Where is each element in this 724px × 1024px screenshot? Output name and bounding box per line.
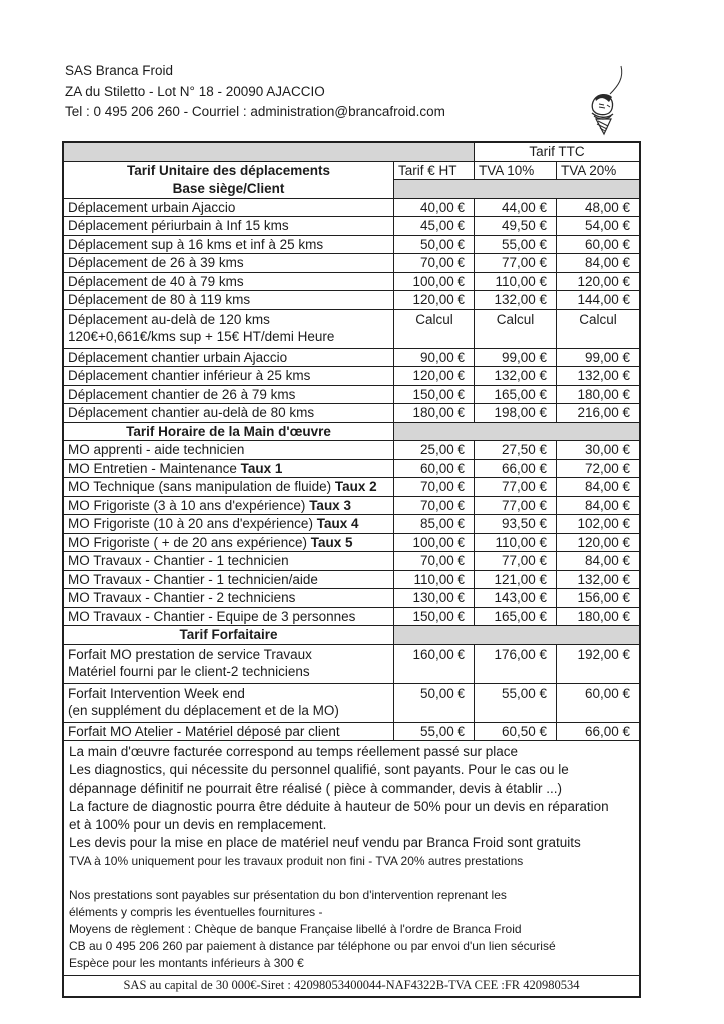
price-ht: 25,00 € <box>394 441 475 460</box>
price-tva10: 198,00 € <box>475 404 557 423</box>
price-ht: 60,00 € <box>394 460 475 479</box>
row-label-text: Déplacement chantier urbain Ajaccio <box>68 349 288 365</box>
row-label <box>64 515 394 534</box>
price-tva20: 99,00 € <box>557 349 639 368</box>
price-tva10: 165,00 € <box>475 386 557 405</box>
notes-block <box>64 741 639 976</box>
price-ht: 110,00 € <box>394 571 475 590</box>
header-ttc: Tarif TTC <box>475 143 639 162</box>
price-tva20: 180,00 € <box>557 608 639 627</box>
row-label-text: MO Technique (sans manipulation de fluide) <box>68 479 335 494</box>
row-label <box>64 478 394 497</box>
price-tva10: 44,00 € <box>475 199 557 218</box>
row-label-text: MO Frigoriste (3 à 10 ans d'expérience) <box>68 497 310 513</box>
price-ht: 180,00 € <box>394 404 475 423</box>
price-tva20: 60,00 € <box>557 684 639 723</box>
table-title <box>64 162 394 199</box>
row-label-text: MO Travaux - Chantier - 2 techniciens <box>68 590 296 605</box>
column-header-ht: Tarif € HT <box>394 162 475 181</box>
row-label-text: Déplacement de 80 à 119 kms <box>68 292 251 307</box>
row-label <box>64 645 394 684</box>
column-header-tva20: TVA 20% <box>557 162 639 181</box>
price-ht: 85,00 € <box>394 515 475 534</box>
table-title-line2: Base siège/Client <box>172 180 285 196</box>
row-label-text: Forfait MO Atelier - Matériel déposé par client <box>68 723 340 739</box>
price-tva20: 180,00 € <box>557 386 639 405</box>
price-ht: 150,00 € <box>394 608 475 627</box>
price-tva20: 102,00 € <box>557 515 639 534</box>
note-line: Nos prestations sont payables sur présentation du bon d'intervention reprenant les <box>69 887 507 902</box>
price-ht: 70,00 € <box>394 497 475 516</box>
row-label-text: Déplacement sup à 16 kms et inf à 25 kms <box>68 236 324 252</box>
price-ht: 70,00 € <box>394 552 475 571</box>
company-block <box>65 61 445 123</box>
note-line: CB au 0 495 206 260 par paiement à distance par téléphone ou par envoi d'un lien sécurisé <box>69 938 556 953</box>
row-label-bold: Taux 2 <box>334 479 377 494</box>
price-tva20: 60,00 € <box>557 236 639 255</box>
price-tva10: 165,00 € <box>475 608 557 627</box>
legal-footer: SAS au capital de 30 000€-Siret : 42098053400044-NAF4322B-TVA CEE :FR 420980534 <box>123 977 580 992</box>
note-line: et à 100% pour un devis en remplacement. <box>69 817 327 833</box>
note-line: Moyens de règlement : Chèque de banque Française libellé à l'ordre de Branca Froid <box>69 921 522 936</box>
company-name: SAS Branca Froid <box>65 63 174 78</box>
note-line: éléments y compris les éventuelles fournitures - <box>69 904 323 919</box>
row-label <box>64 684 394 723</box>
row-label-bold: Taux 4 <box>316 516 359 531</box>
price-ht: 90,00 € <box>394 349 475 368</box>
price-ht: 100,00 € <box>394 273 475 292</box>
price-ht: 70,00 € <box>394 254 475 273</box>
row-label-text: Forfait Intervention Week end <box>68 685 245 701</box>
price-table <box>62 141 641 998</box>
header-blank-cell <box>64 143 475 162</box>
price-tva10: 121,00 € <box>475 571 557 590</box>
price-tva20: 156,00 € <box>557 589 639 608</box>
note-line: Les diagnostics, qui nécessite du personnel qualifié, sont payants. Pour le cas ou le <box>69 762 569 778</box>
row-label-text: Déplacement au-delà de 120 kms <box>68 311 270 327</box>
price-tva20: 84,00 € <box>557 552 639 571</box>
note-line: La main d'œuvre facturée correspond au temps réellement passé sur place <box>69 744 519 759</box>
header-gray-strip <box>394 180 639 198</box>
note-line: Espèce pour les montants inférieurs à 300 € <box>69 955 304 970</box>
row-label-text: Forfait MO prestation de service Travaux <box>68 646 312 662</box>
row-label <box>64 589 394 608</box>
row-label <box>64 552 394 571</box>
row-label-text: Déplacement urbain Ajaccio <box>68 199 236 215</box>
row-label <box>64 367 394 386</box>
price-tva10: 143,00 € <box>475 589 557 608</box>
row-label-text: MO Frigoriste (10 à 20 ans d'expérience) <box>68 516 317 531</box>
price-tva20: 54,00 € <box>557 217 639 236</box>
price-tva10: 66,00 € <box>475 460 557 479</box>
row-label-line2: 120€+0,661€/kms sup + 15€ HT/demi Heure <box>68 329 335 344</box>
note-line <box>69 870 633 887</box>
row-label <box>64 497 394 516</box>
price-tva20: 132,00 € <box>557 367 639 386</box>
price-tva20: 216,00 € <box>557 404 639 423</box>
company-contact: Tel : 0 495 206 260 - Courriel : administration@brancafroid.com <box>65 104 445 119</box>
price-ht: 100,00 € <box>394 534 475 553</box>
price-tva10: 77,00 € <box>475 497 557 516</box>
price-tva10: 60,50 € <box>475 723 557 742</box>
price-tva20: 84,00 € <box>557 478 639 497</box>
price-ht: 45,00 € <box>394 217 475 236</box>
price-tva10: 132,00 € <box>475 367 557 386</box>
price-tva10: 27,50 € <box>475 441 557 460</box>
price-tva10: 110,00 € <box>475 273 557 292</box>
row-label <box>64 386 394 405</box>
price-tva20: 72,00 € <box>557 460 639 479</box>
price-ht: 55,00 € <box>394 723 475 742</box>
price-tva10: 99,00 € <box>475 349 557 368</box>
row-label <box>64 723 394 742</box>
price-ht: 160,00 € <box>394 645 475 684</box>
price-tva20: 120,00 € <box>557 273 639 292</box>
section-header: Tarif Forfaitaire <box>64 626 394 645</box>
row-label <box>64 460 394 479</box>
row-label <box>64 571 394 590</box>
row-label <box>64 534 394 553</box>
row-label <box>64 199 394 218</box>
row-label <box>64 349 394 368</box>
section-gray-strip <box>394 423 639 442</box>
row-label <box>64 441 394 460</box>
row-label-line2: (en supplément du déplacement et de la MO) <box>68 703 339 718</box>
price-tva10: 55,00 € <box>475 684 557 723</box>
row-label <box>64 608 394 627</box>
row-label-text: Déplacement chantier au-delà de 80 kms <box>68 405 315 420</box>
price-ht: 130,00 € <box>394 589 475 608</box>
price-tva20: 84,00 € <box>557 254 639 273</box>
price-tva10: 132,00 € <box>475 291 557 310</box>
row-label <box>64 273 394 292</box>
company-logo <box>580 64 630 138</box>
price-ht: Calcul <box>394 310 475 349</box>
row-label-text: MO Frigoriste ( + de 20 ans expérience) <box>68 534 311 550</box>
row-label-line2: Matériel fourni par le client-2 techniciens <box>68 664 310 679</box>
row-label-text: Déplacement chantier de 26 à 79 kms <box>68 386 296 402</box>
row-label-text: Déplacement périurbain à Inf 15 kms <box>68 218 289 233</box>
row-label <box>64 236 394 255</box>
price-tva10: 49,50 € <box>475 217 557 236</box>
price-ht: 40,00 € <box>394 199 475 218</box>
price-tva20: 66,00 € <box>557 723 639 742</box>
row-label-bold: Taux 3 <box>309 497 351 513</box>
price-tva20: 120,00 € <box>557 534 639 553</box>
price-tva20: Calcul <box>557 310 639 349</box>
price-ht: 70,00 € <box>394 478 475 497</box>
row-label-bold: Taux 5 <box>310 534 353 550</box>
price-tva10: 77,00 € <box>475 254 557 273</box>
row-label <box>64 217 394 236</box>
row-label-text: Déplacement de 26 à 39 kms <box>68 255 244 270</box>
note-line: dépannage définitif ne pourrait être réalisé ( pièce à commander, devis à établir ...) <box>69 780 563 796</box>
row-label-text: MO Travaux - Chantier - 1 technicien/aide <box>68 571 318 587</box>
price-tva10: 176,00 € <box>475 645 557 684</box>
price-tva10: 77,00 € <box>475 478 557 497</box>
price-tva10: 110,00 € <box>475 534 557 553</box>
row-label-text: MO Travaux - Chantier - Equipe de 3 personnes <box>68 608 356 624</box>
price-tva10: 55,00 € <box>475 236 557 255</box>
price-tva10: Calcul <box>475 310 557 349</box>
price-ht: 120,00 € <box>394 367 475 386</box>
note-line: La facture de diagnostic pourra être déduite à hauteur de 50% pour un devis en réparation <box>69 798 609 814</box>
price-ht: 50,00 € <box>394 684 475 723</box>
moors-head-logo-icon <box>580 64 630 138</box>
price-tva20: 144,00 € <box>557 291 639 310</box>
row-label <box>64 404 394 423</box>
note-line: Les devis pour la mise en place de matériel neuf vendu par Branca Froid sont gratuits <box>69 835 581 851</box>
section-header: Tarif Horaire de la Main d'œuvre <box>64 423 394 442</box>
price-tva20: 132,00 € <box>557 571 639 590</box>
row-label-text: MO Travaux - Chantier - 1 technicien <box>68 553 289 568</box>
price-tva10: 77,00 € <box>475 552 557 571</box>
note-line: TVA à 10% uniquement pour les travaux produit non fini - TVA 20% autres prestations <box>69 853 524 868</box>
price-tva10: 93,50 € <box>475 515 557 534</box>
table-title-line1: Tarif Unitaire des déplacements <box>126 162 331 178</box>
row-label-bold: Taux 1 <box>240 460 283 476</box>
price-tva20: 84,00 € <box>557 497 639 516</box>
price-tva20: 30,00 € <box>557 441 639 460</box>
price-ht: 120,00 € <box>394 291 475 310</box>
company-address: ZA du Stiletto - Lot N° 18 - 20090 AJACCIO <box>65 83 325 99</box>
section-gray-strip <box>394 626 639 645</box>
row-label <box>64 291 394 310</box>
row-label-text: MO apprenti - aide technicien <box>68 442 245 457</box>
row-label-text: Déplacement de 40 à 79 kms <box>68 273 244 289</box>
row-label-text: MO Entretien - Maintenance <box>68 460 241 476</box>
row-label <box>64 310 394 349</box>
column-header-tva10: TVA 10% <box>475 162 557 181</box>
price-tva20: 192,00 € <box>557 645 639 684</box>
price-ht: 150,00 € <box>394 386 475 405</box>
price-ht: 50,00 € <box>394 236 475 255</box>
row-label-text: Déplacement chantier inférieur à 25 kms <box>68 368 311 383</box>
price-tva20: 48,00 € <box>557 199 639 218</box>
row-label <box>64 254 394 273</box>
